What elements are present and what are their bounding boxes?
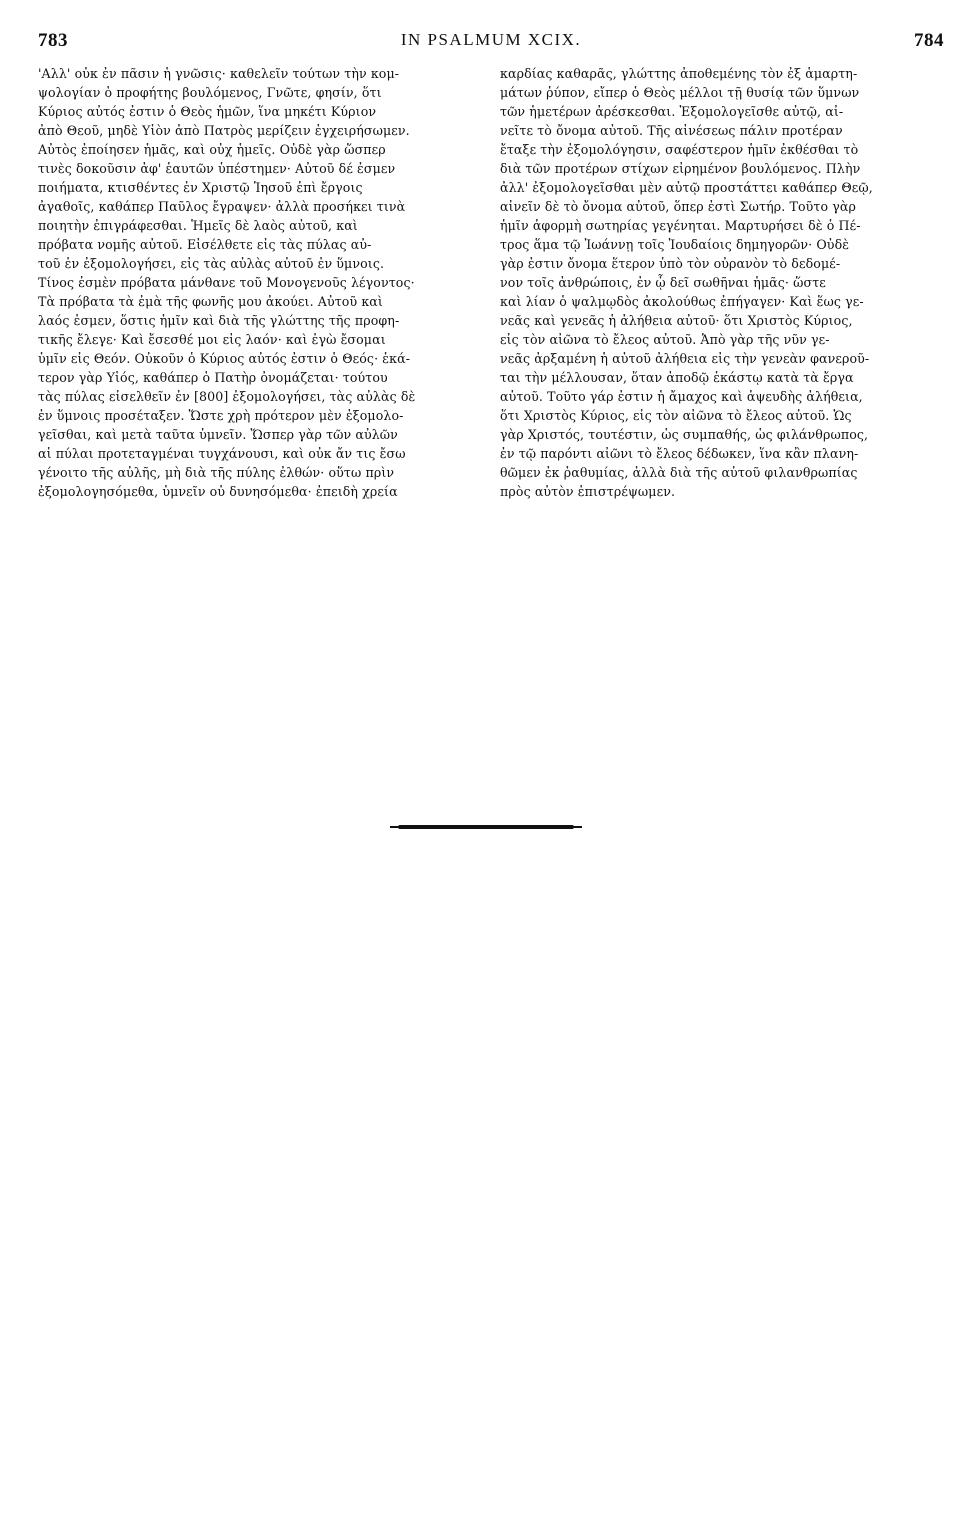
end-ornament-rule: [398, 825, 574, 829]
text-line: πρὸς αὐτὸν ἐπιστρέψωμεν.: [500, 484, 676, 499]
text-line: ἐξομολογησόμεθα, ὑμνεῖν οὐ δυνησόμεθα· ἐπειδὴ χρεία: [38, 484, 398, 499]
right-text-column: [500, 64, 942, 501]
text-line: ἔταξε τὴν ἐξομολόγησιν, σαφέστερον ἡμῖν ἐκθέσθαι τὸ: [500, 142, 859, 157]
text-line: τικῆς ἔλεγε· Καὶ ἔσεσθέ μοι εἰς λαόν· καὶ ἐγὼ ἔσομαι: [38, 332, 386, 347]
page-number-left: 783: [38, 30, 68, 51]
text-line: Κύριος αὐτός ἐστιν ὁ Θεὸς ἡμῶν, ἵνα μηκέτι Κύριον: [38, 104, 377, 119]
text-line: ἡμῖν ἀφορμὴ σωτηρίας γεγένηται. Μαρτυρήσει δὲ ὁ Πέ-: [500, 218, 861, 233]
text-line: Τίνος ἐσμὲν πρόβατα μάνθανε τοῦ Μονογενοῦς λέγοντος·: [38, 275, 415, 290]
text-line: θῶμεν ἐκ ῥαθυμίας, ἀλλὰ διὰ τῆς αὐτοῦ φιλανθρωπίας: [500, 465, 858, 480]
left-text-column: [38, 64, 474, 501]
text-line: τὰς πύλας εἰσελθεῖν ἐν [800] ἐξομολογήσει, τὰς αὐλὰς δὲ: [38, 389, 416, 404]
text-line: μάτων ῥύπον, εἴπερ ὁ Θεὸς μέλλοι τῇ θυσίᾳ τῶν ὕμνων: [500, 85, 860, 100]
text-line: γὰρ ἐστιν ὄνομα ἕτερον ὑπὸ τὸν οὐρανὸν τὸ δεδομέ-: [500, 256, 841, 271]
text-line: ἀπὸ Θεοῦ, μηδὲ Υἱὸν ἀπὸ Πατρὸς μερίζειν ἐγχειρήσωμεν.: [38, 123, 410, 138]
text-line: 'Αλλ' οὐκ ἐν πᾶσιν ἡ γνῶσις· καθελεῖν τούτων τὴν κομ-: [38, 66, 400, 81]
text-line: ἀγαθοῖς, καθάπερ Παῦλος ἔγραψεν· ἀλλὰ προσήκει τινὰ: [38, 199, 406, 214]
text-line: νον τοῖς ἀνθρώποις, ἐν ᾧ δεῖ σωθῆναι ἡμᾶς· ὥστε: [500, 275, 826, 290]
running-header: [38, 30, 944, 54]
text-line: Τὰ πρόβατα τὰ ἐμὰ τῆς φωνῆς μου ἀκούει. Αὐτοῦ καὶ: [38, 294, 383, 309]
text-line: ποιητὴν ἐπιγράφεσθαι. Ἡμεῖς δὲ λαὸς αὐτοῦ, καὶ: [38, 218, 358, 233]
text-line: Αὐτὸς ἐποίησεν ἡμᾶς, καὶ οὐχ ἡμεῖς. Οὐδὲ γὰρ ὥσπερ: [38, 142, 386, 157]
text-line: νεᾶς καὶ γενεᾶς ἡ ἀλήθεια αὐτοῦ· ὅτι Χριστὸς Κύριος,: [500, 313, 853, 328]
text-line: ὑμῖν εἰς Θεόν. Οὐκοῦν ὁ Κύριος αὐτός ἐστιν ὁ Θεός· ἑκά-: [38, 351, 411, 366]
text-line: γὰρ Χριστός, τουτέστιν, ὡς συμπαθής, ὡς φιλάνθρωπος,: [500, 427, 869, 442]
text-line: πρόβατα νομῆς αὐτοῦ. Εἰσέλθετε εἰς τὰς πύλας αὐ-: [38, 237, 372, 252]
text-line: ται τὴν μέλλουσαν, ὅταν ἀποδῷ ἑκάστῳ κατὰ τὰ ἔργα: [500, 370, 854, 385]
text-line: τρος ἅμα τῷ Ἰωάννῃ τοῖς Ἰουδαίοις δημηγορῶν· Οὐδὲ: [500, 237, 850, 252]
text-line: καρδίας καθαρᾶς, γλώττης ἀποθεμένης τὸν ἐξ ἁμαρτη-: [500, 66, 858, 81]
text-line: ἐν τῷ παρόντι αἰῶνι τὸ ἔλεος δέδωκεν, ἵνα κἂν πλανη-: [500, 446, 859, 461]
text-line: νεῖτε τὸ ὄνομα αὐτοῦ. Τῆς αἰνέσεως πάλιν προτέραν: [500, 123, 843, 138]
text-line: καὶ λίαν ὁ ψαλμῳδὸς ἀκολούθως ἐπήγαγεν· Καὶ ἕως γε-: [500, 294, 864, 309]
text-line: διὰ τῶν προτέρων στίχων εἰρημένον βουλόμενος. Πλὴν: [500, 161, 861, 176]
text-line: ψολογίαν ὁ προφήτης βουλόμενος, Γνῶτε, φησίν, ὅτι: [38, 85, 382, 100]
text-line: γένοιτο τῆς αὐλῆς, μὴ διὰ τῆς πύλης ἐλθών· οὕτω πρὶν: [38, 465, 395, 480]
text-line: τινὲς δοκοῦσιν ἀφ' ἑαυτῶν ὑπέστημεν· Αὐτοῦ δέ ἐσμεν: [38, 161, 396, 176]
text-line: αὐτοῦ. Τοῦτο γάρ ἐστιν ἡ ἄμαχος καὶ ἀψευδὴς ἀλήθεια,: [500, 389, 863, 404]
text-line: γεῖσθαι, καὶ μετὰ ταῦτα ὑμνεῖν. Ὥσπερ γὰρ τῶν αὐλῶν: [38, 427, 398, 442]
text-line: ὅτι Χριστὸς Κύριος, εἰς τὸν αἰῶνα τὸ ἔλεος αὐτοῦ. Ὡς: [500, 408, 852, 423]
text-line: ποιήματα, κτισθέντες ἐν Χριστῷ Ἰησοῦ ἐπὶ ἔργοις: [38, 180, 363, 195]
text-line: τοῦ ἐν ἐξομολογήσει, εἰς τὰς αὐλὰς αὐτοῦ ἐν ὕμνοις.: [38, 256, 385, 271]
text-line: τερον γὰρ Υἱός, καθάπερ ὁ Πατὴρ ὀνομάζεται· τούτου: [38, 370, 388, 385]
running-title: IN PSALMUM XCIX.: [400, 30, 582, 49]
text-line: ἀλλ' ἐξομολογεῖσθαι μὲν αὐτῷ προστάττει καθάπερ Θεῷ,: [500, 180, 873, 195]
text-line: αἰνεῖν δὲ τὸ ὄνομα αὐτοῦ, ὅπερ ἐστὶ Σωτήρ. Τοῦτο γὰρ: [500, 199, 856, 214]
text-line: λαός ἐσμεν, ὅστις ἡμῖν καὶ διὰ τῆς γλώττης τῆς προφη-: [38, 313, 400, 328]
page-number-right: 784: [914, 30, 944, 51]
text-line: τῶν ἡμετέρων ἀρέσκεσθαι. Ἐξομολογεῖσθε αὐτῷ, αἰ-: [500, 104, 844, 119]
text-line: ἐν ὕμνοις προσέταξεν. Ὥστε χρὴ πρότερον μὲν ἐξομολο-: [38, 408, 404, 423]
text-line: νεᾶς ἀρξαμένη ἡ αὐτοῦ ἀλήθεια εἰς τὴν γενεὰν φανεροῦ-: [500, 351, 870, 366]
text-line: αἱ πύλαι προτεταγμέναι τυγχάνουσι, καὶ οὐκ ἄν τις ἔσω: [38, 446, 406, 461]
text-line: εἰς τὸν αἰῶνα τὸ ἔλεος αὐτοῦ. Ἀπὸ γὰρ τῆς νῦν γε-: [500, 332, 830, 347]
